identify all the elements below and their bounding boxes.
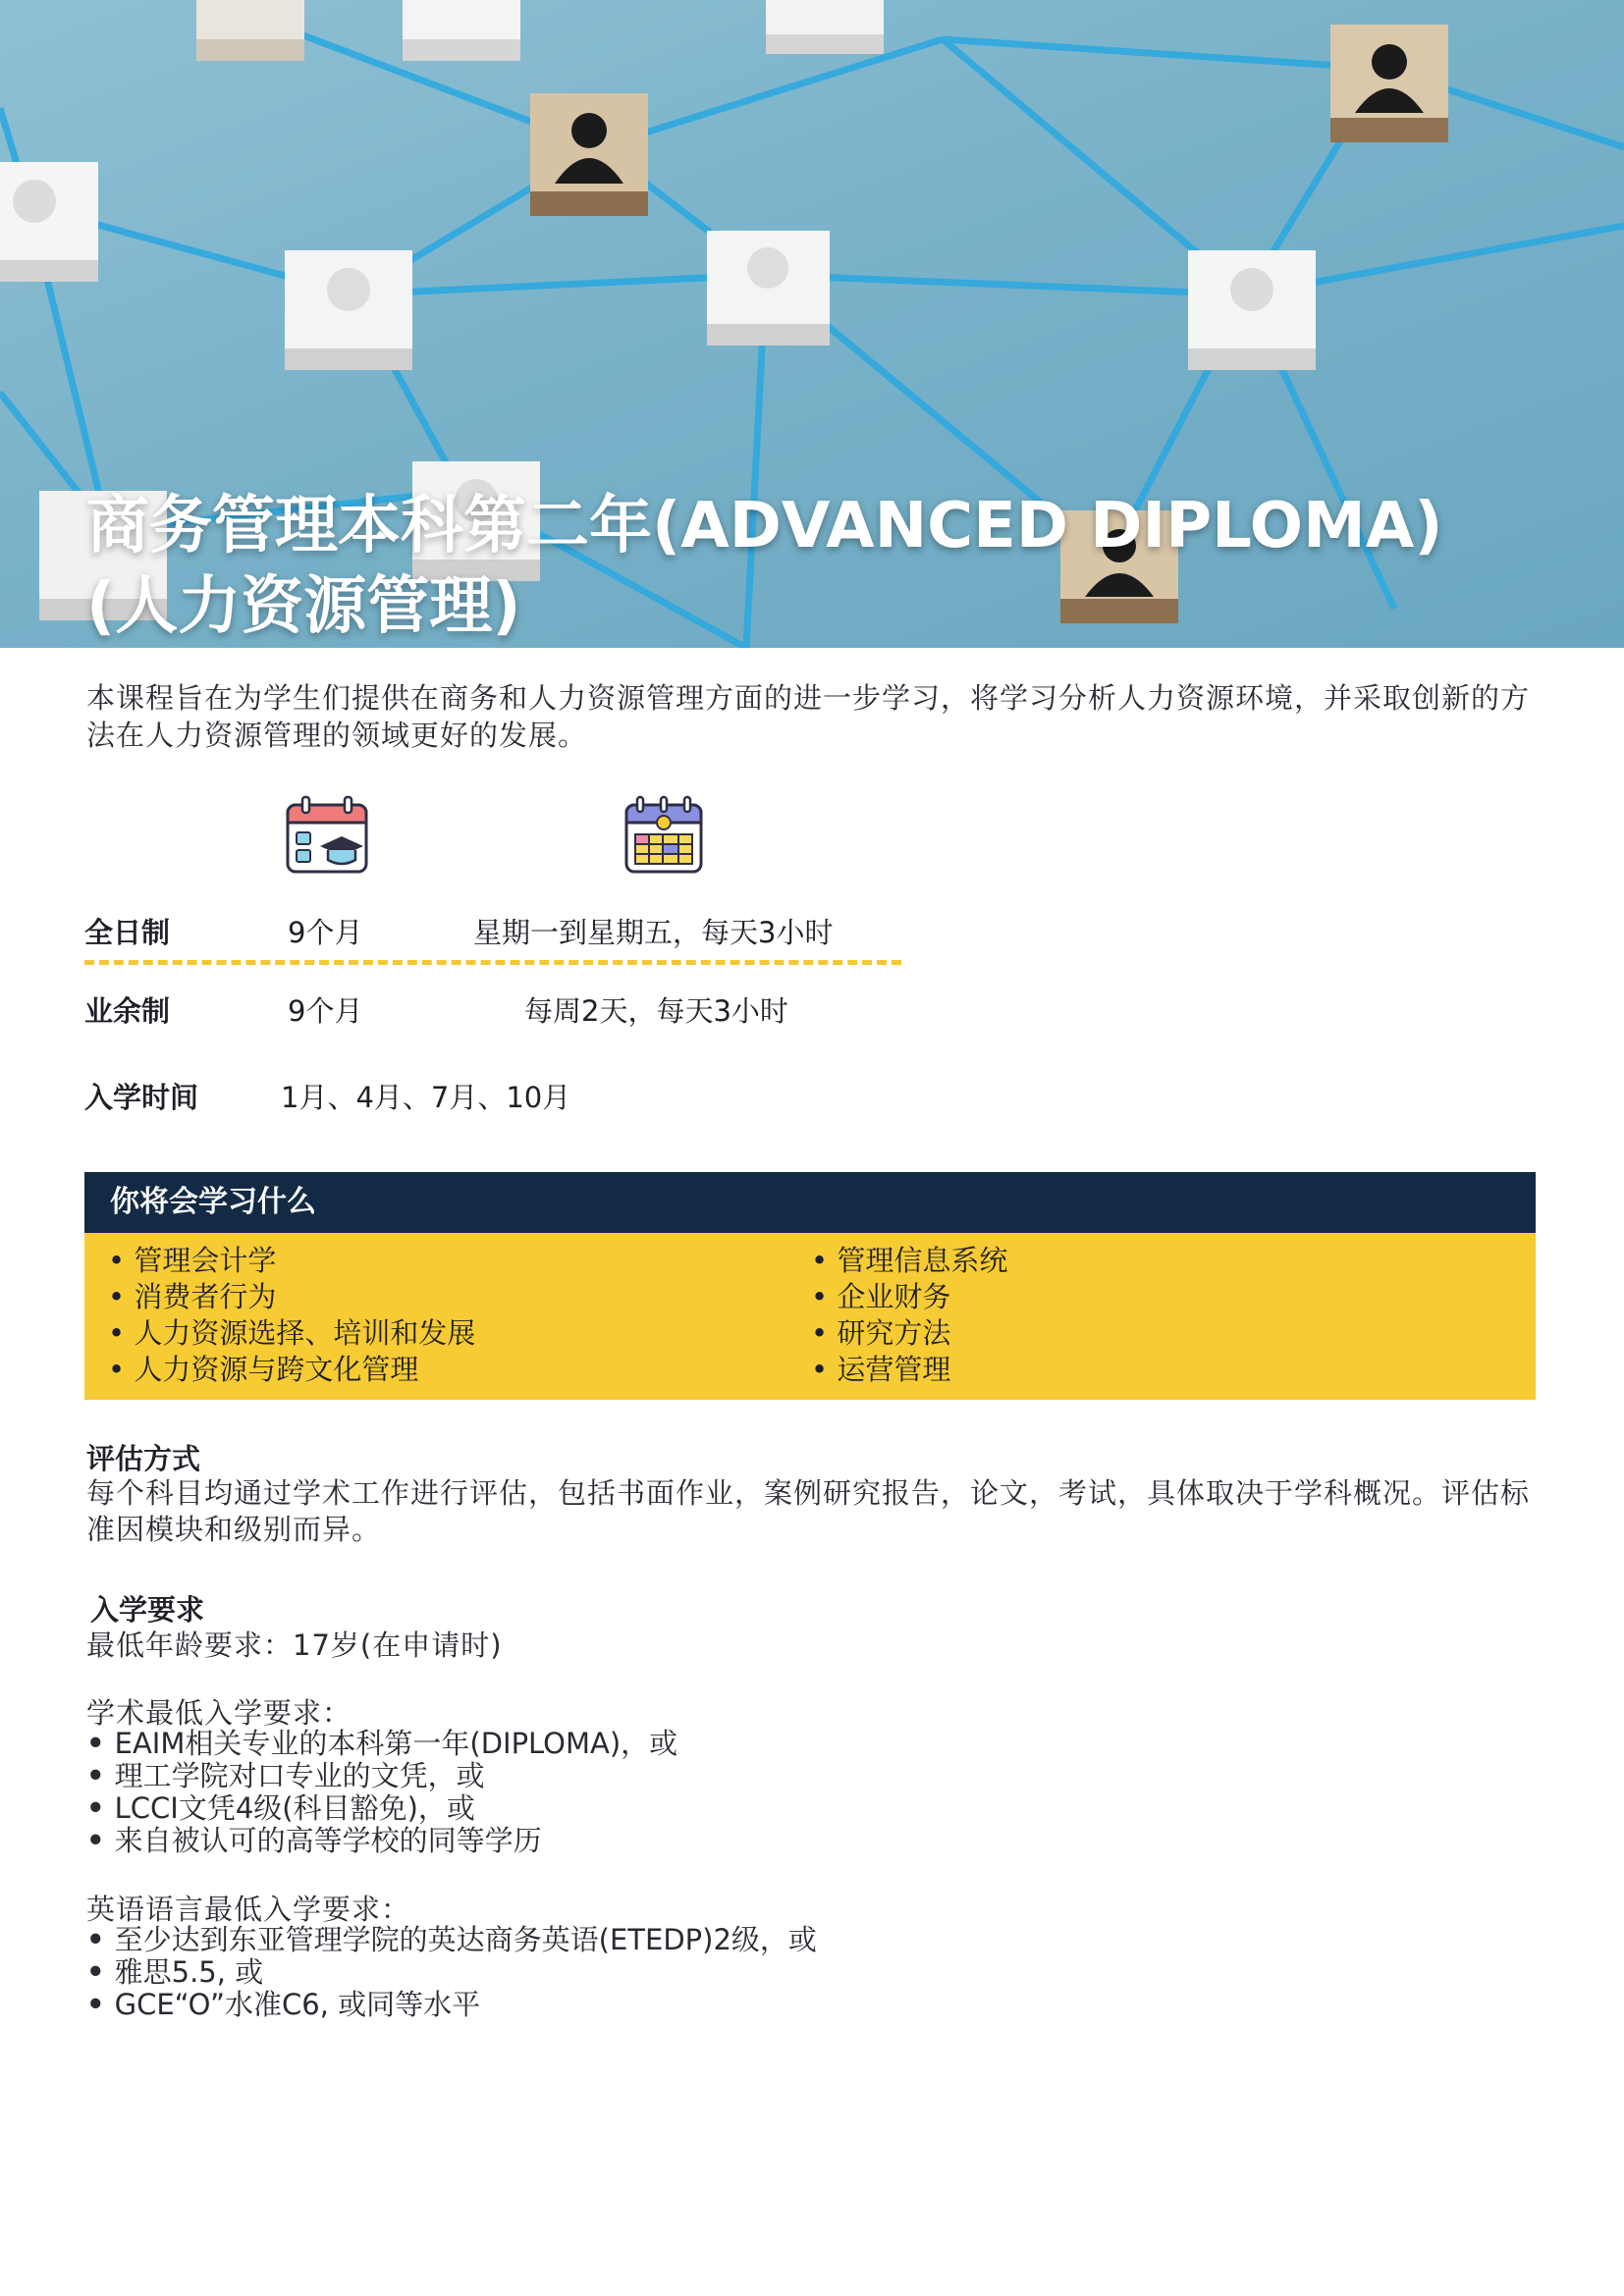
academic-title: 学术最低入学要求： [86,1696,352,1730]
calendar-grid-icon [623,795,704,876]
list-item: • 消费者行为 [108,1279,475,1315]
list-item: • LCCI文凭4级(科目豁免)，或 [86,1792,677,1825]
fulltime-duration: 9个月 [288,916,363,949]
parttime-label: 业余制 [84,994,171,1028]
list-item: • 企业财务 [811,1279,1007,1315]
learn-heading: 你将会学习什么 [84,1172,1536,1233]
list-item: • 管理信息系统 [811,1243,1007,1279]
page-title-line-2: (人力资源管理) [86,570,521,643]
list-item: • 理工学院对口专业的文凭，或 [86,1760,677,1792]
english-title: 英语语言最低入学要求： [86,1893,411,1926]
intro-paragraph: 本课程旨在为学生们提供在商务和人力资源管理方面的进一步学习，将学习分析人力资源环境，并采取创新的方法在人力资源管理的领域更好的发展。 [86,681,1531,752]
list-item: • GCE“O”水准C6, 或同等水平 [86,1989,817,2021]
list-item: • 管理会计学 [108,1243,475,1279]
fulltime-label: 全日制 [84,916,171,949]
fulltime-hours: 星期一到星期五，每天3小时 [473,916,834,949]
parttime-duration: 9个月 [288,994,363,1028]
learn-list-right [811,1243,1007,1388]
page-title-line-1: 商务管理本科第二年(ADVANCED DIPLOMA) [86,490,1443,562]
entry-age: 最低年龄要求：17岁(在申请时) [86,1629,503,1662]
parttime-hours: 每周2天，每天3小时 [524,994,788,1028]
list-item: • 研究方法 [811,1315,1007,1352]
learn-list-left [108,1243,475,1388]
academic-list [86,1728,677,1857]
english-list [86,1924,817,2021]
list-item: • 至少达到东亚管理学院的英达商务英语(ETEDP)2级，或 [86,1924,817,1956]
page-title [86,486,1540,647]
intake-value: 1月、4月、7月、10月 [281,1081,571,1114]
dashed-divider [84,960,901,965]
entry-title: 入学要求 [90,1593,205,1627]
list-item: • 人力资源选择、培训和发展 [108,1315,475,1352]
calendar-graduation-icon [285,795,369,876]
hero-banner [0,0,1624,648]
intake-label: 入学时间 [84,1081,199,1114]
list-item: • 来自被认可的高等学校的同等学历 [86,1825,677,1857]
list-item: • EAIM相关专业的本科第一年(DIPLOMA)，或 [86,1728,677,1760]
learn-panel [84,1233,1536,1400]
list-item: • 运营管理 [811,1352,1007,1388]
assessment-title: 评估方式 [86,1442,201,1475]
assessment-text: 每个科目均通过学术工作进行评估，包括书面作业，案例研究报告，论文，考试，具体取决于学科概况。评估标准因模块和级别而异。 [86,1476,1531,1546]
list-item: • 雅思5.5, 或 [86,1956,817,1989]
list-item: • 人力资源与跨文化管理 [108,1352,475,1388]
